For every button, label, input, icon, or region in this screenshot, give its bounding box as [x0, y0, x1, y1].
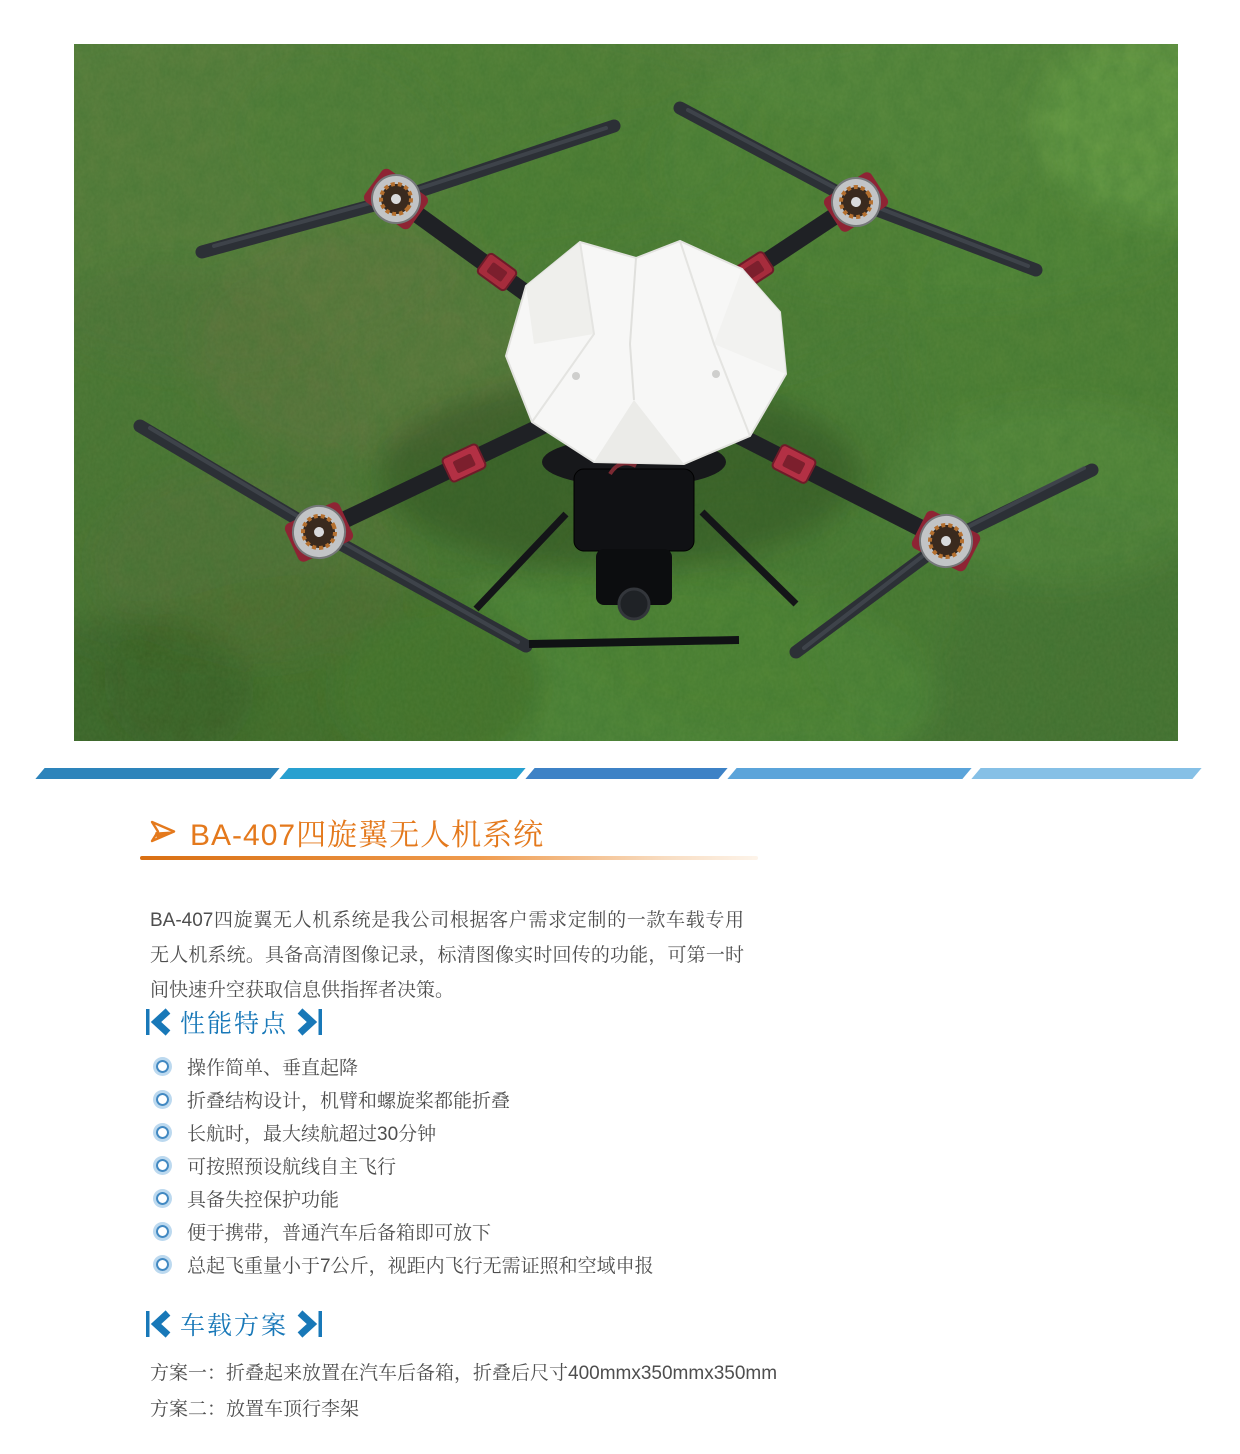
bracket-left-icon [146, 1308, 172, 1340]
section-divider-stripe [40, 768, 1205, 779]
canopy [506, 241, 786, 464]
bullet-ring-icon [156, 1093, 169, 1106]
vehicle-heading-label: 车载方案 [180, 1312, 289, 1340]
feature-text: 总起飞重量小于7公斤，视距内飞行无需证照和空域申报 [187, 1256, 654, 1277]
divider-segment [727, 768, 971, 779]
product-title: BA-407四旋翼无人机系统 [190, 819, 545, 852]
divider-segment [525, 768, 727, 779]
plan-line: 方案一：折叠起来放置在汽车后备箱，折叠后尺寸400mmx350mmx350mm [150, 1363, 778, 1384]
features-heading [146, 1004, 322, 1040]
drone-photo-graphic [74, 44, 1178, 741]
bullet-ring-icon [156, 1192, 169, 1205]
bracket-right-icon [296, 1006, 322, 1038]
bullet-ring-icon [156, 1126, 169, 1139]
intro-paragraph: BA-407四旋翼无人机系统是我公司根据客户需求定制的一款车载专用无人机系统。具备高清图像记录，标清图像实时回传的功能，可第一时间快速升空获取信息供指挥者决策。 [150, 910, 744, 1001]
vehicle-heading [146, 1306, 322, 1342]
feature-text: 便于携带，普通汽车后备箱即可放下 [187, 1223, 492, 1244]
bullet-ring-icon [156, 1060, 169, 1073]
divider-segment [35, 768, 279, 779]
feature-text: 具备失控保护功能 [187, 1190, 340, 1211]
drone-photo [74, 44, 1178, 741]
feature-item [156, 1116, 654, 1149]
title-arrow-icon [148, 817, 178, 847]
title-underline [140, 856, 758, 860]
feature-item [156, 1050, 654, 1083]
feature-text: 可按照预设航线自主飞行 [187, 1157, 397, 1178]
feature-list [156, 1050, 654, 1281]
bracket-left-icon [146, 1006, 172, 1038]
feature-text: 折叠结构设计，机臂和螺旋桨都能折叠 [187, 1091, 511, 1112]
bullet-ring-icon [156, 1258, 169, 1271]
feature-item [156, 1083, 654, 1116]
bracket-right-icon [296, 1308, 322, 1340]
feature-item [156, 1248, 654, 1281]
vehicle-plan-lines [150, 1356, 777, 1428]
feature-item [156, 1182, 654, 1215]
bullet-ring-icon [156, 1225, 169, 1238]
features-heading-label: 性能特点 [180, 1010, 289, 1038]
feature-item [156, 1215, 654, 1248]
feature-item [156, 1149, 654, 1182]
feature-text: 操作简单、垂直起降 [187, 1058, 359, 1079]
plan-line: 方案二：放置车顶行李架 [150, 1399, 360, 1420]
feature-text: 长航时，最大续航超过30分钟 [187, 1124, 437, 1145]
bullet-ring-icon [156, 1159, 169, 1172]
product-title-row [148, 810, 544, 854]
divider-segment [971, 768, 1201, 779]
divider-segment [279, 768, 525, 779]
